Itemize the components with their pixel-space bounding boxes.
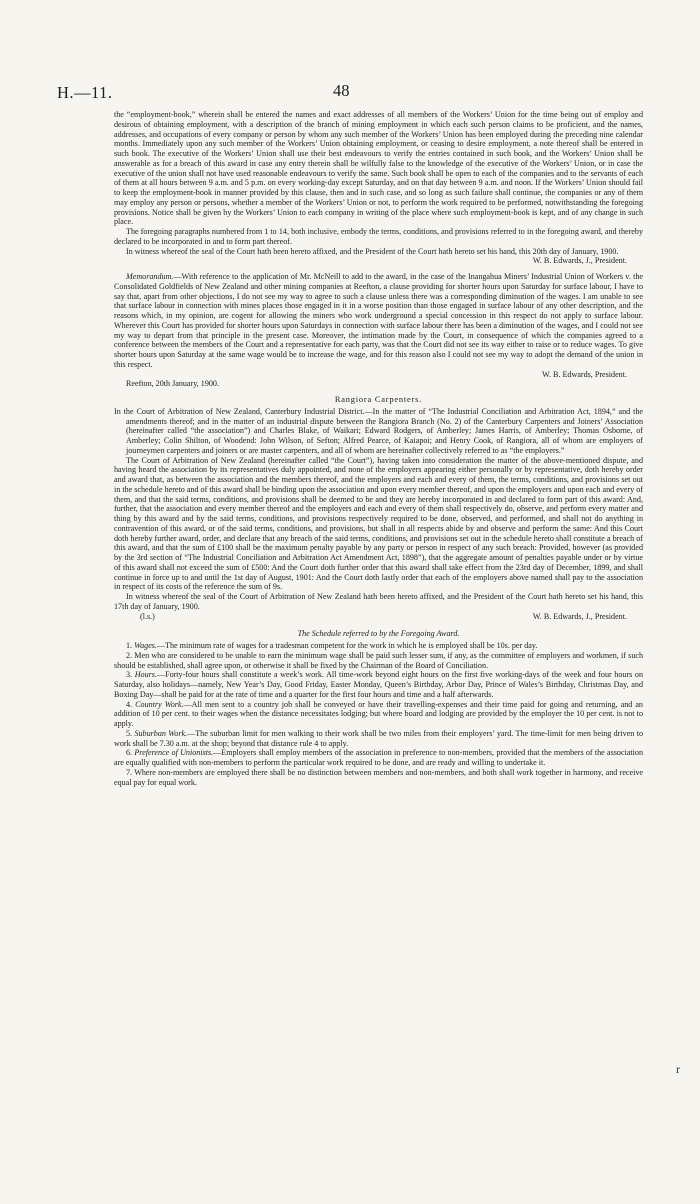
memorandum-paragraph <box>114 272 643 370</box>
schedule-item: 2. Men who are considered to be unable to earn the minimum wage shall be paid such lesser sum, if any, as the committee of employers and workmen, if such should be established, shall agree upon, or otherwise it shall be fixed by the Chairman of the Board of Conciliation. <box>114 650 643 670</box>
section-title-rangiora: Rangiora Carpenters. <box>334 395 423 404</box>
rangiora-preamble: In the Court of Arbitration of New Zealand, Canterbury Industrial District.—In the matter of “The Industrial Conciliation and Arbitration Act, 1894,” and the amendments thereof; and in the matter of an industrial dispute between the Rangiora Branch (No. 2) of the Canterbury Carpenters and Joiners’ Association (hereinafter called “the association”) and Charles Blake, of Waikari; Edward Rodgers, of Amberley; James Harris, of Amberley; Thomas Osborne, of Amberley; Colin Shilton, of Woodend: John Wilson, of Sefton; Alfred Pearce, of Kaiapoi; and Henry Cook, of Rangiora, all of whom are employers of journeymen carpenters and joiners or are master carpenters, and all of whom are hereinafter collectively referred to as “the employers.” <box>114 406 643 455</box>
witness-clause: In witness whereof the seal of the Court hath been hereto affixed, and the President of the Court hath hereto set his hand, this 20th day of January, 1900. <box>126 246 619 256</box>
rangiora-signature-line <box>114 612 643 622</box>
schedule-list <box>114 641 643 787</box>
margin-mark: r <box>676 1062 680 1076</box>
rangiora-witness-clause: In witness whereof the seal of the Court of Arbitration of New Zealand hath been hereto affixed, and the President of the Court hath hereto set his hand, this 17th day of January, 1900. <box>114 592 643 611</box>
memorandum-label: Memorandum. <box>126 272 174 281</box>
seal-mark: (l.s.) <box>140 611 155 621</box>
schedule-item: 4. Country Work.—All men sent to a country job shall be conveyed or have their travelling-expenses and their time paid for going and returning, and an addition of 10 per cent. to their wages when the distance necessitates lodging; but where board and lodging are provided by the employer the 10 per cent. is not to apply. <box>114 699 643 728</box>
memorandum-text: —With reference to the application of Mr. McNeill to add to the award, in the case of the Inangahua Miners’ Industrial Union of Workers v. the Consolidated Goldfields of New Zealand and other mining companies at Reefton, a clause providing for shorter hours upon Saturday for surface labour, I have to say that, apart from other objections, I do not see my way to agree to such a clause unless there was a corresponding diminution of the wages. I am unable to see that surface labour in connection with mines places those engaged in it in a worse position than those engaged in surface labour of any other description, and the reasons which, in my opinion, are cogent for allowing the miners who work underground a special concession in this respect do not apply to surface labour. Wherever this Court has provided for shorter hours upon Saturdays in connection with surface labour there has been a diminution of the wages, and I could not see my way to depart from that principle in the present case. Moreover, the intimation made by the Court, in consequence of which the companies agreed to a conference between the members of the Court and a representative for each party, was that the Court did not see its way either to raise or to reduce wages. To give shorter hours upon Saturday at the same wage would be to increase the wage, and for this reason also I could not see my way to adopt the demand of the union in this respect. <box>114 272 643 369</box>
schedule-item: 6. Preference of Unionists.—Employers shall employ members of the association in preference to non-members, provided that the members of the association are equally qualified with non-members to perform the particular work required to be done, and are ready and willing to undertake it. <box>114 748 644 767</box>
schedule-item: 1. Wages.—The minimum rate of wages for a tradesman competent for the work in which he is employed shall be 10s. per day. <box>126 641 538 650</box>
schedule-item: 5. Suburban Work.—The suburban limit for men walking to their work shall be two miles from their employers’ yard. The time-limit for men being driven to work shall be 7.30 a.m. at the shop; beyond that distance rule 4 to apply. <box>114 728 644 748</box>
page-body <box>114 110 643 787</box>
signature-edwards-3: W. B. Edwards, J., President. <box>532 611 627 621</box>
memorandum-place-date: Reefton, 20th January, 1900. <box>126 379 219 389</box>
page-number: 48 <box>333 81 350 100</box>
signature-edwards-2: W. B. Edwards, President. <box>542 369 627 379</box>
rangiora-award-body: The Court of Arbitration of New Zealand (hereinafter called “the Court”), having taken into consideration the matter of the above-mentioned dispute, and having heard the association by its representatives duly appointed, and none of the employers appearing either personally or by representative, doth hereby order and award that, as between the association and the members thereof, and the employers and each and every of them, the terms, conditions, and provisions set out in the schedule hereto and of this award shall be binding upon the association and upon every member thereof, and upon the employers and upon each and every of them, and that the said terms, conditions, and provisions shall be deemed to be and they are hereby incorporated in and declared to form part of this award: And, further, that the association and every member thereof and the employers and each and every of them shall respectively do, observe, and perform every matter and thing by this award and by the said terms, conditions, and provisions respectively required to be done, observed, and performed, and shall not do anything in contravention of this award, or of the said terms, conditions, and provisions, but shall in all respects abide by and observe and perform the same: And this Court doth hereby further award, order, and declare that any breach of the said terms, conditions, and provisions set out in the schedule hereto shall constitute a breach of this award, and that the sum of £100 shall be the maximum penalty payable by any party or person in respect of any such breach: Provided, however (as provided by the 3rd section of “The Industrial Conciliation and Arbitration Act Amendment Act, 1898”), that the aggregate amount of penalties payable under or by virtue of this award shall not exceed the sum of £500: And the Court doth further order that this award shall take effect from the 23rd day of December, 1899, and shall continue in force up to and until the 1st day of August, 1901: And the Court doth lastly order that each of the employers above named shall pay to the association in respect of its costs of the reference the sum of 9s. <box>114 455 643 592</box>
signature-edwards-1: W. B. Edwards, J., President. <box>532 256 627 266</box>
document-reference: H.—11. <box>57 83 113 102</box>
foregoing-paragraph: The foregoing paragraphs numbered from 1 to 14, both inclusive, embody the terms, conditions, and provisions referred to in the foregoing award, and thereby declared to be incorporated in and to form part thereof. <box>114 227 643 246</box>
schedule-item: 7. Where non-members are employed there shall be no distinction between members and non-members, and both shall work together in harmony, and receive equal pay for equal work. <box>114 767 643 787</box>
schedule-item: 3. Hours.—Forty-four hours shall constitute a week’s work. All time-work beyond eight hours on the first five working-days of the week and four hours on Saturday, also holidays—namely, New Year’s Day, Good Friday, Easter Monday, Queen’s Birthday, Arbor Day, Prince of Wales’s Birthday, Christmas Day, and Boxing Day—shall be paid for at the rate of time and a quarter for the first four hours and time and a half afterwards. <box>114 670 643 699</box>
employment-book-paragraph: the “employment-book,” wherein shall be entered the names and exact addresses of all members of the Workers’ Union for the time being out of employ and desirous of obtaining employment, with a description of the branch of mining employment in which each such person claims to be proficient, and the names, addresses, and occupations of every company or person by whom any such member of the Workers’ Union has been employed during the preceding nine calendar months. Immediately upon any such member of the Workers’ Union obtaining employment, or ceasing to desire employment, a note thereof shall be entered in such book. The executive of the Workers’ Union shall use their best endeavours to verify the entries contained in such book, and the Workers’ Union shall be answerable as for a breach of this award in case any entry therein shall be wilfully false to the knowledge of the executive of the Workers’ Union, or in case the executive of the union shall not have used reasonable endeavours to verify the same. Such book shall be open to each of the companies and to the servants of each of them at all hours between 9 a.m. and 5 p.m. on every working-day except Saturday, and on that day between 9 a.m. and noon. If the Workers’ Union should fail to keep the employment-book in manner provided by this clause, then and in such case, and so long as such failure shall continue, the companies or any of them may employ any person or persons, whether a member of the Workers’ Union or not, to perform the work required to be performed, notwithstanding the foregoing provisions. Notice shall be given by the Workers’ Union to each company in writing of the place where such employment-book is kept, and of any change in such place. <box>114 110 643 227</box>
schedule-title: The Schedule referred to by the Foregoing Award. <box>297 629 460 639</box>
